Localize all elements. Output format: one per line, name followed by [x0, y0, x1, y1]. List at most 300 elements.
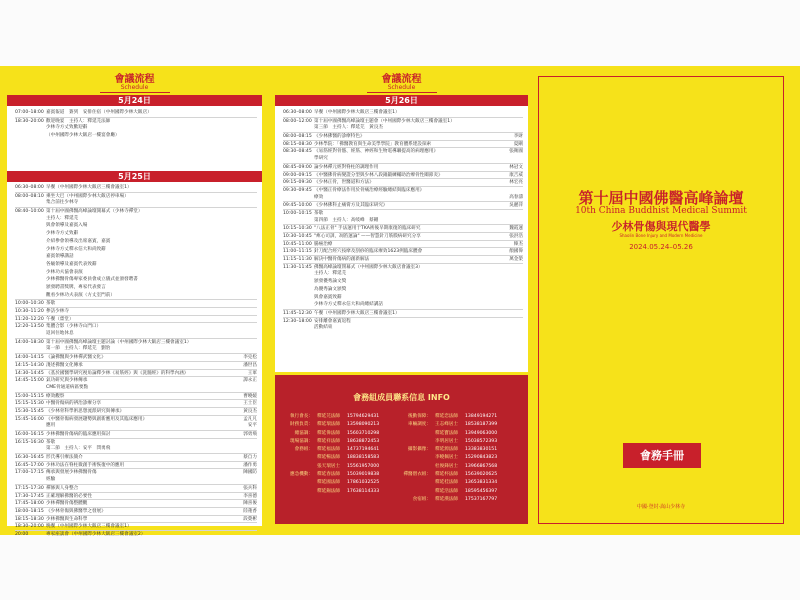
info-row [283, 463, 520, 471]
schedule-row [15, 415, 257, 423]
info-phone: 17638114333 [347, 488, 380, 494]
row-time [15, 253, 46, 261]
schedule-row [283, 194, 523, 202]
info-name: 杜俊鋒居士 [435, 463, 458, 469]
row-speaker: 譚永正 [243, 378, 257, 384]
schedule-row [15, 284, 257, 292]
row-text: 與會嘉賓致辭 [314, 294, 342, 300]
row-speaker: 王軍 [247, 370, 257, 376]
schedule-row [283, 201, 523, 209]
schedule-row [15, 215, 257, 223]
row-speaker [507, 217, 523, 225]
schedule-panel-left [7, 74, 262, 537]
row-text: 《論佛醫與少林禪武醫文化》 [46, 355, 106, 361]
row-time: 16:15–16:30 [15, 439, 44, 445]
row-text: 療效 [314, 194, 324, 200]
schedule-row [15, 315, 257, 323]
row-text: 少林寺方丈釋永信大和尚總結講話 [314, 302, 383, 308]
row-time: 08:00–08:10 [15, 193, 44, 199]
info-row [283, 479, 520, 487]
row-time: 16:00–16:15 [15, 432, 44, 437]
schedule-row [15, 261, 257, 269]
info-role: 禪醫僧衣組： [403, 472, 431, 478]
schedule-row [283, 324, 523, 332]
row-text: 第十屆中國佛醫高峰論壇開幕式（少林寺禪堂） [46, 209, 143, 215]
row-time: 20:00 [15, 531, 29, 537]
schedule-row [15, 292, 257, 300]
info-name: 釋延桂法師 [435, 480, 458, 486]
row-time: 09:00–09:15 [283, 172, 312, 178]
row-time: 10:00–10:15 [283, 210, 312, 216]
row-speaker [507, 124, 523, 132]
schedule-row [15, 369, 257, 377]
cover-dates: 2024.05.24–05.26 [629, 243, 693, 251]
info-row [283, 413, 520, 421]
row-speaker [507, 155, 523, 163]
row-speaker [507, 286, 523, 294]
day-bar-26: 5月26日 [275, 95, 528, 106]
row-speaker [241, 132, 257, 140]
row-speaker [241, 531, 257, 538]
info-role: 食宿組： [412, 496, 431, 502]
info-role [283, 496, 313, 504]
row-text: 學研究 [314, 156, 328, 162]
info-role: 財務負責： [290, 422, 313, 428]
schedule-row [283, 278, 523, 286]
schedule-row [15, 507, 257, 515]
info-name: 釋延春法師 [317, 472, 340, 478]
schedule-row [15, 468, 257, 476]
schedule-row [15, 430, 257, 438]
row-time: 18:15–18:30 [15, 516, 44, 522]
row-time: 17:15–17:30 [15, 485, 44, 491]
schedule-row [15, 345, 257, 353]
schedule-row [283, 309, 523, 317]
row-time: 08:00–08:15 [283, 134, 312, 140]
row-text: 佛醫高峰論壇閉幕式（中州國際少林大飯店會議室3） [314, 264, 423, 270]
row-time [15, 230, 46, 238]
row-time [15, 292, 46, 300]
schedule-panel-middle [275, 74, 528, 372]
info-phone: 13949063000 [465, 430, 498, 436]
schedule-row [15, 445, 257, 453]
row-text: 歡迎晚宴 主持人：釋延芫法師 [46, 118, 111, 124]
info-name: 釋延恋法師 [435, 414, 458, 419]
row-text: 氣功研究與少林傳承 [46, 378, 88, 384]
row-speaker [241, 124, 257, 132]
info-role: 會務組： [294, 447, 313, 453]
schedule-row [15, 276, 257, 284]
row-text: 集合前往少林寺 [46, 200, 79, 206]
row-text: 第三節 主持人：釋延芫 黃良杰 [314, 125, 383, 131]
row-text: 晚餐（中州國際少林大飯店三樓會議室1） [46, 524, 132, 530]
row-text: 《少林正骨，世醫道和方法》 [314, 180, 374, 186]
row-text: 主持人：釋延芫 [314, 271, 347, 277]
row-time [15, 276, 46, 284]
info-phone: 15561957000 [347, 463, 380, 469]
row-time: 11:20–12:20 [15, 316, 44, 322]
row-time: 11:00–11:15 [283, 249, 312, 255]
row-text: 嘉賓報道 簽到 安排住宿（中州國際少林大飯店） [46, 110, 152, 115]
manual-badge: 會務手冊 [623, 443, 701, 468]
info-name: 釋延祥法師 [317, 438, 340, 444]
schedule-row [15, 438, 257, 446]
row-text: "八法正骨" 手法運用于TKA術後早期康復的臨床研究 [314, 226, 421, 232]
info-panel [275, 375, 528, 524]
info-name: 李曉佩居士 [435, 455, 458, 461]
row-speaker [241, 300, 257, 307]
info-row [283, 488, 520, 496]
row-time: 07:00–18:00 [15, 110, 44, 115]
row-text: 《少林佛科止痛膏方及其臨床研究》 [314, 203, 388, 209]
row-speaker [241, 445, 257, 453]
row-time: 08:45–09:00 [283, 164, 312, 170]
row-speaker [241, 238, 257, 246]
panel-subtitle: Schedule [120, 84, 149, 91]
schedule-row [283, 132, 523, 140]
schedule-row [283, 240, 523, 248]
schedule-row [283, 270, 523, 278]
info-row [283, 446, 520, 454]
row-time: 14:15–14:30 [15, 362, 44, 368]
cover-title-en: 10th China Buddhist Medical Summit [575, 206, 747, 216]
row-speaker: 陸蓮香 [243, 508, 257, 514]
row-time: 17:00–17:15 [15, 470, 44, 476]
info-phone [347, 496, 401, 504]
row-time [15, 261, 46, 269]
row-time [283, 278, 314, 286]
info-role [283, 454, 313, 462]
row-speaker [241, 208, 257, 215]
info-phone: 17537167797 [465, 496, 498, 502]
schedule-row [283, 286, 523, 294]
info-role: 總協調： [294, 430, 313, 436]
row-time [15, 476, 46, 484]
schedule-row [15, 499, 257, 507]
schedule-row [15, 461, 257, 469]
row-text: 腸癌治療 [314, 241, 333, 247]
row-text: CME骨通道病區要點 [46, 384, 89, 390]
row-time [15, 284, 46, 292]
row-text: 禪修與人身整合 [46, 485, 79, 491]
row-time: 16:45–17:00 [15, 462, 44, 468]
row-speaker [507, 310, 523, 317]
row-text: 《中醫正骨療法作用於骨痛治療經驗總結與臨床應用》 [314, 187, 425, 193]
schedule-row [283, 217, 523, 225]
info-name: 釋延偉法師 [317, 430, 340, 436]
row-speaker [507, 270, 523, 278]
row-time: 14:30–14:45 [15, 370, 44, 376]
row-time: 10:00–10:30 [15, 301, 44, 307]
row-time: 14:45–15:00 [15, 378, 44, 384]
schedule-row [15, 184, 257, 192]
header-rule [367, 92, 437, 93]
row-time: 17:30–17:45 [15, 493, 44, 499]
info-name: 釋延杯法師 [435, 472, 458, 478]
schedule-row [283, 263, 523, 271]
row-speaker [241, 246, 257, 254]
row-text: 第十屆中國佛醫高峰論壇主題討論（中州國際少林大飯店三樓會議室1） [46, 339, 192, 345]
row-speaker: 林冠文 [509, 164, 523, 170]
info-phone: 13598090213 [347, 422, 380, 428]
panel-header-middle [275, 74, 528, 93]
schedule-row [283, 247, 523, 255]
info-row [283, 438, 520, 446]
schedule-row [15, 246, 257, 254]
info-phone: 14737194641 [347, 447, 380, 453]
row-speaker [241, 316, 257, 323]
row-text: 參訪少林寺 [46, 309, 69, 314]
row-text: 少林寺方丈致歡迎辭 [46, 125, 88, 131]
schedule-row [15, 238, 257, 246]
cover-title: 第十屆中國佛醫高峰論壇 [578, 189, 744, 207]
row-time [283, 286, 314, 294]
schedule-row [15, 199, 257, 207]
day2-list [15, 184, 257, 537]
row-speaker [241, 199, 257, 207]
row-speaker: 夏剛 [513, 141, 523, 147]
info-phone: 15290843823 [465, 455, 498, 461]
header-rule [100, 92, 170, 93]
row-text: 返回住地休息 [46, 331, 74, 337]
schedule-row [15, 515, 257, 523]
info-name: 釋延芫法師 [317, 414, 340, 419]
row-text: 應用 [46, 423, 56, 429]
schedule-row [15, 376, 257, 384]
row-text: 主持人：釋延芫 [46, 215, 79, 221]
schedule-row [283, 171, 523, 179]
row-time: 11:45–12:30 [283, 310, 312, 316]
schedule-row [15, 124, 257, 132]
row-text: 早餐（中州國際少林大飯店三樓會議室1） [46, 185, 132, 190]
row-speaker: 蔡自力 [243, 455, 257, 461]
row-time: 06:30–08:00 [283, 110, 312, 115]
info-phone: 13849194271 [465, 414, 498, 419]
row-text: 療效觀察 [46, 393, 65, 399]
row-time [283, 124, 314, 132]
row-time [283, 194, 314, 202]
panel-title: 會議流程 [114, 74, 155, 85]
row-speaker: 陳喜俊 [243, 501, 257, 507]
info-role [283, 479, 313, 487]
row-text: 午餐（齋堂） [46, 316, 74, 322]
row-time [283, 155, 314, 163]
row-time: 08:30–08:45 [283, 149, 312, 155]
day1-list [15, 109, 257, 139]
row-text: 乘坐大巴（中州國際少林大飯店停車場） [46, 193, 129, 199]
info-name: 釋延國法師 [317, 480, 340, 486]
row-time [283, 270, 314, 278]
row-time: 12:30–18:00 [283, 318, 312, 324]
info-row [283, 471, 520, 479]
row-text: 淺述佛醫文化傳承 [46, 362, 83, 368]
info-name: 釋延錫法師 [317, 488, 340, 494]
schedule-row [283, 255, 523, 263]
info-phone: 15039019838 [347, 472, 380, 478]
info-row [283, 454, 520, 462]
panel-header-left [7, 74, 262, 93]
schedule-row [15, 222, 257, 230]
row-time: 09:45–10:00 [283, 203, 312, 209]
schedule-row [283, 155, 523, 163]
panel-subtitle: Schedule [387, 84, 416, 91]
info-name [313, 496, 347, 504]
row-time: 10:30–11:20 [15, 309, 44, 314]
row-time [283, 294, 314, 302]
row-time [15, 422, 46, 430]
row-text: 第四節 主持人：高岐峰 蔡剛 [314, 217, 379, 223]
info-phone: 15603710298 [347, 430, 380, 436]
info-name: 釋延暢法師 [317, 455, 340, 461]
row-speaker: 高春濤 [509, 194, 523, 200]
row-speaker: 黃良杰 [243, 408, 257, 414]
row-time: 16:30–16:45 [15, 455, 44, 461]
row-speaker: 顏國偉 [509, 249, 523, 255]
info-role: 執行會長： [290, 414, 313, 419]
row-text: 早餐（中州國際少林大飯店三樓會議室1） [314, 110, 400, 115]
row-speaker [241, 323, 257, 330]
info-role [401, 479, 431, 487]
row-text: 傳承與發展少林佛醫骨傷 [46, 470, 97, 476]
schedule-row [283, 301, 523, 309]
row-speaker [241, 230, 257, 238]
info-role: 現場協調： [290, 438, 313, 444]
schedule-row [15, 230, 257, 238]
row-time: 10:15–10:30 [283, 226, 312, 232]
row-text: 第二節 主持人：安平 閆勇飛 [46, 446, 111, 452]
info-phone: 13966867568 [465, 463, 498, 469]
row-time [283, 301, 314, 309]
row-time [15, 199, 46, 207]
row-text: 正確理解佛醫的必要性 [46, 493, 92, 499]
row-speaker [507, 187, 523, 194]
row-text: 午餐（中州國際少林大飯店三樓會議室1） [314, 310, 400, 316]
row-speaker [507, 318, 523, 325]
row-time [15, 445, 46, 453]
row-speaker: 潘世昌 [243, 362, 257, 368]
schedule-row [15, 132, 257, 140]
row-time [15, 222, 46, 230]
info-role: 應急機動： [290, 472, 313, 478]
row-speaker [507, 109, 523, 117]
info-phone: 13653831334 [465, 480, 498, 486]
row-speaker [507, 118, 523, 125]
cover-subtitle-en: Shaolin Bone Injury and Modern Medicine [619, 233, 703, 238]
row-speaker: 孟凡凡 [243, 416, 257, 422]
row-text: 觀看少林功夫表演（方丈室門前） [46, 292, 115, 298]
info-name: 釋延浩法師 [435, 488, 458, 494]
row-speaker [507, 264, 523, 271]
info-name: 釋延漢法師 [435, 496, 458, 502]
row-text: 少林寺方丈釋永信大和尚致辭 [46, 246, 106, 252]
row-text: 少林佛醫與生命科學 [46, 516, 88, 522]
row-speaker [241, 384, 257, 392]
row-time [283, 324, 314, 332]
schedule-row [283, 117, 523, 125]
row-text: 介紹參會領導及出席嘉賓，嘉賓 [46, 238, 111, 244]
schedule-row [15, 307, 257, 315]
row-text: 為優秀論文頒獎 [314, 286, 347, 292]
row-speaker [241, 284, 257, 292]
row-time: 15:45–16:00 [15, 416, 44, 422]
row-text: 解決中醫骨傷病的創新解法 [314, 257, 370, 263]
info-row [283, 430, 520, 438]
row-time: 15:15–15:30 [15, 401, 44, 407]
row-speaker [241, 308, 257, 315]
info-name: 釋延源法師 [435, 447, 458, 453]
row-time [15, 384, 46, 392]
day-bar-25: 5月25日 [7, 171, 262, 182]
row-speaker: 陳國防 [243, 470, 257, 476]
schedule-row [15, 353, 257, 361]
schedule-row [283, 124, 523, 132]
row-speaker: 安平 [247, 423, 257, 429]
row-speaker: 李喜德 [243, 493, 257, 499]
row-text: 少林佛醫骨傷病的臨床應用探討 [46, 432, 111, 437]
row-text: 經驗 [46, 477, 56, 483]
row-time [15, 269, 46, 277]
info-role: 後勤保障： [408, 414, 431, 419]
info-row [283, 496, 520, 504]
row-speaker [241, 215, 257, 223]
row-speaker: 李財 [513, 134, 523, 140]
info-role [401, 430, 431, 438]
info-phone: 18838158583 [347, 455, 380, 461]
row-text: 集體合影（少林寺山門口） [46, 324, 102, 330]
row-time: 12:20–13:50 [15, 324, 44, 330]
info-row [283, 421, 520, 429]
row-text: 《少林佛醫的診療特色》 [314, 134, 365, 140]
row-speaker [241, 476, 257, 484]
row-speaker [241, 292, 257, 300]
row-time [15, 345, 46, 353]
row-time: 15:30–15:45 [15, 408, 44, 414]
row-text: 茶歇 [46, 439, 56, 445]
brochure-sheet [0, 66, 800, 535]
row-speaker [507, 324, 523, 332]
info-name: 王志峰居士 [435, 422, 458, 428]
row-text: 頒發聘書獎牌，專家代表發言 [46, 284, 106, 290]
info-role [401, 438, 431, 446]
schedule-row [283, 109, 523, 117]
row-time [15, 330, 46, 338]
row-text: 形氏導引療法簡介 [46, 455, 83, 461]
info-name: 釋延瑞法師 [317, 422, 340, 428]
row-text: "痺心司訓，凋笛運論" ——智慧針刀筋膜病研究分享 [314, 234, 421, 239]
row-time: 06:30–08:00 [15, 185, 44, 190]
schedule-row [15, 192, 257, 200]
schedule-row [15, 322, 257, 330]
schedule-row [283, 147, 523, 155]
row-speaker [241, 269, 257, 277]
row-text: 第一節 主持人：釋延芫 劉豹 [46, 346, 111, 352]
info-phone: 15794629431 [347, 414, 380, 419]
row-text: 與會領導及嘉賓入場 [46, 223, 88, 229]
row-text: 少林佛醫骨傷專家委員會成立儀式並頒發聘書 [46, 277, 138, 283]
cover-panel [538, 76, 784, 524]
row-time: 14:00–18:30 [15, 339, 44, 345]
row-time: 18:00–18:15 [15, 508, 44, 514]
row-text: 論少林禪元經對脊柱的調理作用 [314, 164, 379, 170]
row-time: 11:15–11:30 [283, 257, 312, 263]
info-role [283, 463, 313, 471]
schedule-row [15, 109, 257, 117]
info-phone: 17861032525 [347, 480, 380, 486]
info-role: 攝影攝像： [408, 447, 431, 453]
schedule-row [15, 299, 257, 307]
row-time [15, 238, 46, 246]
row-speaker [241, 253, 257, 261]
